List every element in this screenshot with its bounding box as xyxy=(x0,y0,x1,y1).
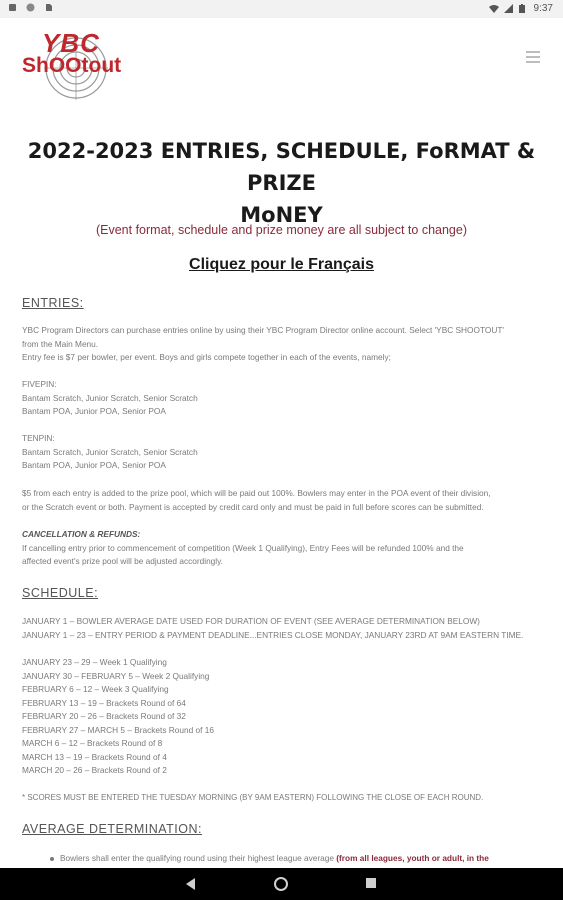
status-bar xyxy=(0,0,563,18)
download-icon xyxy=(8,3,17,12)
system-navigation-bar xyxy=(0,868,563,900)
schedule-rounds xyxy=(22,656,542,778)
prize-pool-text: $5 from each entry is added to the prize pool, which will be paid out 100%. Bowlers may enter in the POA event of their division, or the Scratch event or both. Payment is accepted by credit card only and must be paid in full before scores can be submitted. xyxy=(22,488,491,512)
entries-heading: ENTRIES: xyxy=(22,296,84,310)
list-item: Bowlers shall enter the qualifying round using their highest league average (from all leagues, youth or adult, in the xyxy=(50,853,489,863)
list-item: FEBRUARY 27 – MARCH 5 – Brackets Round of 16 xyxy=(22,724,214,735)
french-language-link[interactable]: Cliquez pour le Français xyxy=(189,256,374,273)
logo-text-ybc: YBC xyxy=(42,28,100,58)
clock: 9:37 xyxy=(533,3,553,14)
bullet-icon xyxy=(50,857,54,861)
signal-icon xyxy=(504,4,513,13)
refund-policy: CANCELLATION & REFUNDS: If cancelling entry prior to commencement of competition (Week 1 Qualifying), Entry Fees will be refunded 100% and the affected event's prize pool will be adjusted accordingly. xyxy=(22,529,464,566)
list-item: MARCH 13 – 19 – Brackets Round of 4 xyxy=(22,751,167,762)
notification-icons xyxy=(8,3,53,12)
recent-apps-icon[interactable] xyxy=(366,878,376,888)
scores-deadline-note: * SCORES MUST BE ENTERED THE TUESDAY MORNING (BY 9AM EASTERN) FOLLOWING THE CLOSE OF EACH ROUND. xyxy=(22,793,484,802)
list-item: FEBRUARY 20 – 26 – Brackets Round of 32 xyxy=(22,711,186,721)
average-determination-heading: AVERAGE DETERMINATION: xyxy=(22,822,203,836)
system-icons xyxy=(489,3,553,14)
battery-icon xyxy=(519,4,528,13)
home-icon[interactable] xyxy=(274,877,288,891)
tenpin-events: TENPIN: Bantam Scratch, Junior Scratch, Senior Scratch Bantam POA, Junior POA, Senior POA xyxy=(22,433,198,470)
page-title: 2022-2023 ENTRIES, SCHEDULE, FoRMAT & PRIZE MoNEY xyxy=(27,139,536,227)
sd-card-icon xyxy=(44,3,53,12)
subject-to-change-notice: (Event format, schedule and prize money are all subject to change) xyxy=(95,223,468,237)
list-item: JANUARY 23 – 29 – Week 1 Qualifying xyxy=(22,657,167,667)
list-item: JANUARY 30 – FEBRUARY 5 – Week 2 Qualifying xyxy=(22,670,210,681)
list-item: FEBRUARY 13 – 19 – Brackets Round of 64 xyxy=(22,697,186,708)
back-icon[interactable] xyxy=(186,878,195,890)
schedule-key-dates: JANUARY 1 – BOWLER AVERAGE DATE USED FOR DURATION OF EVENT (SEE AVERAGE DETERMINATION BELOW) JANUARY 1 – 23 – ENTRY PERIOD & PAYMENT DEADLINE...ENTRIES CLOSE MONDAY, JANUARY 23RD AT 9AM EASTERN TIME. xyxy=(22,616,524,640)
menu-icon[interactable] xyxy=(526,51,540,63)
fivepin-events: FIVEPIN: Bantam Scratch, Junior Scratch, Senior Scratch Bantam POA, Junior POA, Senior POA xyxy=(22,379,198,416)
logo-text-shootout: ShOOtout xyxy=(22,54,122,77)
site-header xyxy=(0,18,563,108)
list-item: MARCH 20 – 26 – Brackets Round of 2 xyxy=(22,765,167,775)
sync-icon xyxy=(26,3,35,12)
entries-intro: YBC Program Directors can purchase entries online by using their YBC Program Director online account. Select 'YBC SHOOTOUT' from the Main Menu. Entry fee is $7 per bowler, per event. Boys and girls compete together in each of the events, namely; xyxy=(22,325,504,362)
ybc-shootout-logo[interactable] xyxy=(20,28,132,108)
wifi-icon xyxy=(489,4,498,13)
schedule-heading: SCHEDULE: xyxy=(22,586,99,600)
list-item: FEBRUARY 6 – 12 – Week 3 Qualifying xyxy=(22,684,169,694)
list-item: MARCH 6 – 12 – Brackets Round of 8 xyxy=(22,738,163,748)
